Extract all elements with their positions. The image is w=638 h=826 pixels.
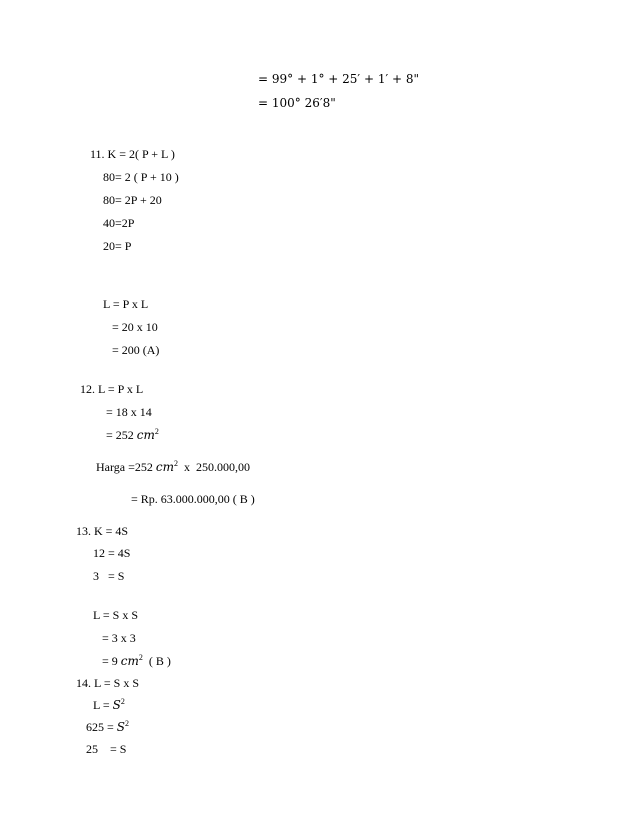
variable-symbol: S: [116, 720, 126, 734]
equation-line: = Rp. 63.000.000,00 ( B ): [131, 492, 255, 506]
equation-line: [106, 428, 159, 442]
equation-line: = 20 x 10: [112, 320, 158, 334]
problem-heading: 14. L = S x S: [76, 676, 139, 690]
equation-text: ( B ): [142, 654, 171, 668]
equation-line: 3 = S: [93, 569, 125, 583]
exponent: 2: [154, 427, 159, 436]
equation-text: Harga =252: [96, 460, 156, 474]
exponent: 2: [120, 697, 125, 706]
exponent: 2: [138, 653, 143, 662]
problem-heading: 13. K = 4S: [76, 524, 129, 538]
equation-line: L = P x L: [103, 297, 149, 311]
unit-symbol: cm: [120, 654, 139, 668]
exponent: 2: [173, 459, 178, 468]
equation-line: = 3 x 3: [102, 631, 136, 645]
equation-line: = 18 x 14: [106, 405, 152, 419]
equation-line: 80= 2P + 20: [103, 193, 162, 207]
equation-line: 25 = S: [86, 742, 127, 756]
equation-text: = 9: [102, 654, 121, 668]
equation-line: [86, 720, 129, 734]
equation-line: = 99° + 1° + 25′ + 1′ + 8": [258, 72, 420, 86]
equation-line: 20= P: [103, 239, 132, 253]
equation-line: L = S x S: [93, 608, 138, 622]
exponent: 2: [125, 719, 130, 728]
problem-heading: 11. K = 2( P + L ): [90, 147, 175, 161]
variable-symbol: S: [112, 698, 121, 712]
unit-symbol: cm: [155, 460, 174, 474]
equation-text: = 252: [106, 428, 137, 442]
equation-line: 40=2P: [103, 216, 135, 230]
equation-line: [96, 460, 250, 474]
equation-line: [93, 698, 125, 712]
unit-symbol: cm: [136, 428, 155, 442]
problem-heading: 12. L = P x L: [80, 382, 144, 396]
equation-line: = 100° 26′8": [258, 96, 336, 110]
equation-line: [102, 654, 171, 668]
equation-text: L =: [93, 698, 113, 712]
equation-line: 12 = 4S: [93, 546, 131, 560]
equation-text: 625 =: [86, 720, 117, 734]
equation-line: 80= 2 ( P + 10 ): [103, 170, 179, 184]
equation-text: x 250.000,00: [177, 460, 250, 474]
equation-line: = 200 (A): [112, 343, 160, 357]
